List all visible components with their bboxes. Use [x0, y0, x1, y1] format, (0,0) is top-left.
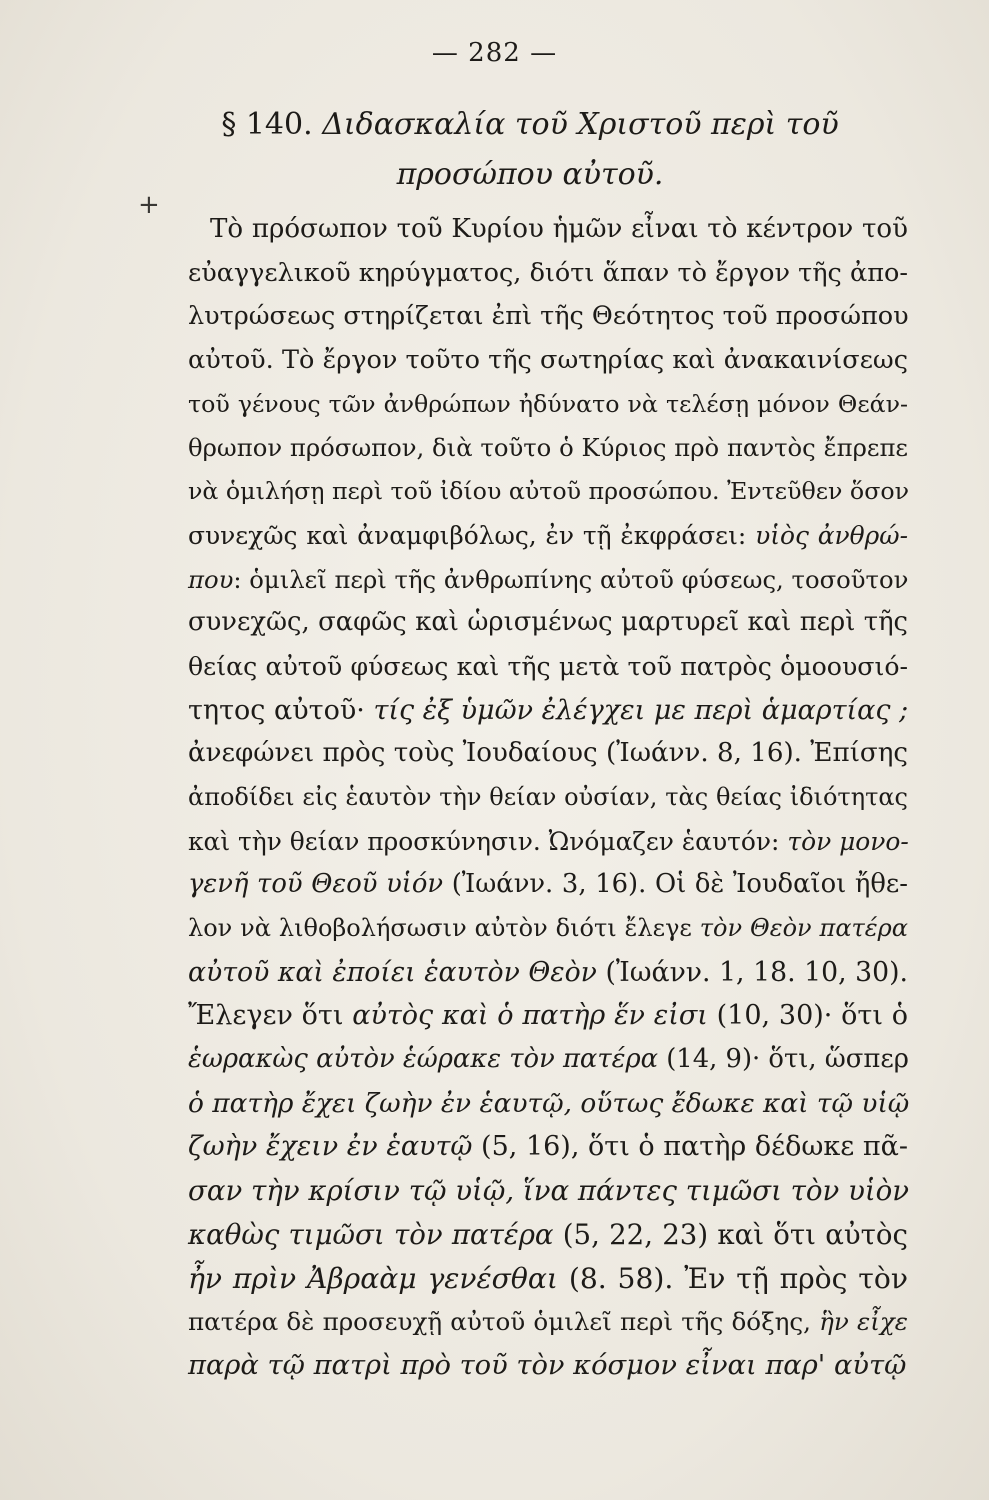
text-run: αὐτοῦ. Τὸ ἔργον τοῦτο τῆς σωτηρίας καὶ ἀνακαινίσεως: [188, 345, 908, 376]
text-line: [188, 994, 908, 1038]
text-run: (5, 22, 23) καὶ ὅτι αὐτὸς: [553, 1217, 908, 1251]
text-line: [188, 252, 908, 296]
text-run: Ἔλεγεν ὅτι: [188, 1000, 353, 1032]
text-line: [188, 383, 908, 427]
text-line: [188, 470, 908, 514]
italic-text-run: ἑωρακὼς αὐτὸν ἑώρακε τὸν πατέρα: [188, 1044, 659, 1075]
text-line: [188, 1125, 908, 1169]
text-line: [188, 732, 908, 776]
text-run: (14, 9)· ὅτι, ὥσπερ: [658, 1044, 909, 1075]
text-run: λυτρώσεως στηρίζεται ἐπὶ τῆς Θεότητος τοῦ προσώπου: [188, 301, 909, 332]
text-run: θείας αὐτοῦ φύσεως καὶ τῆς μετὰ τοῦ πατρὸς ὁμοουσιό-: [188, 651, 908, 681]
italic-text-run: αὐτοῦ καὶ ἐποίει ἑαυτὸν Θεὸν: [188, 956, 597, 988]
text-line: [188, 1257, 908, 1301]
text-run: συνεχῶς, σαφῶς καὶ ὡρισμένως μαρτυρεῖ καὶ περὶ τῆς: [188, 607, 908, 638]
italic-text-run: ἣν εἶχε: [819, 1307, 908, 1337]
text-run: θρωπον πρόσωπον, διὰ τοῦτο ὁ Κύριος πρὸ παντὸς ἔπρεπε: [188, 433, 908, 463]
italic-text-run: που: [188, 564, 234, 594]
text-run: ἀνεφώνει πρὸς τοὺς Ἰουδαίους (Ἰωάνν. 8, 16). Ἐπίσης: [188, 738, 908, 769]
section-title-part-2: προσώπου αὐτοῦ.: [396, 157, 664, 192]
text-run: (Ἰωάνν. 1, 18. 10, 30).: [596, 956, 908, 988]
italic-text-run: καθὼς τιμῶσι τὸν πατέρα: [188, 1217, 554, 1251]
text-line: [188, 601, 908, 645]
text-run: (5, 16), ὅτι ὁ πατὴρ δέδωκε πᾶ-: [472, 1131, 908, 1163]
margin-plus-mark: +: [138, 190, 160, 220]
text-line: [188, 907, 908, 951]
text-run: ἀποδίδει εἰς ἑαυτὸν τὴν θείαν οὐσίαν, τὰς θείας ἰδιότητας: [188, 782, 908, 811]
text-run: (8. 58). Ἐν τῇ πρὸς τὸν: [557, 1261, 908, 1295]
italic-text-run: τὸν μονο-: [787, 826, 909, 856]
text-line: [188, 1169, 908, 1213]
italic-text-run: ζωὴν ἔχειν ἐν ἑαυτῷ: [188, 1131, 473, 1163]
text-run: συνεχῶς καὶ ἀναμφιβόλως, ἐν τῇ ἐκφράσει:: [188, 520, 756, 550]
text-line: [188, 689, 908, 733]
section-heading-line-2: [160, 150, 900, 200]
text-line: [188, 776, 908, 820]
text-run: τητος αὐτοῦ·: [188, 694, 374, 726]
text-run: πατέρα δὲ προσευχῇ αὐτοῦ ὁμιλεῖ περὶ τῆς δόξης,: [188, 1307, 820, 1337]
text-run: : ὁμιλεῖ περὶ τῆς ἀνθρωπίνης αὐτοῦ φύσεως, τοσοῦτον: [233, 564, 909, 594]
text-line: [188, 558, 908, 602]
text-run: εὐαγγελικοῦ κηρύγματος, διότι ἅπαν τὸ ἔργον τῆς ἀπο-: [188, 257, 908, 288]
text-line: [188, 514, 908, 558]
text-line: [188, 1344, 908, 1388]
text-line: [188, 863, 908, 907]
text-line: [188, 208, 908, 252]
text-line: [188, 1038, 908, 1082]
italic-text-run: τίς ἐξ ὑμῶν ἐλέγχει με περὶ ἁμαρτίας ;: [373, 694, 909, 726]
body-paragraph: [188, 208, 908, 1388]
text-run: τοῦ γένους τῶν ἀνθρώπων ἠδύνατο νὰ τελέσῃ μόνον Θεάν-: [188, 389, 908, 418]
text-run: (Ἰωάνν. 3, 16). Οἱ δὲ Ἰουδαῖοι ἤθε-: [443, 869, 908, 900]
text-run: καὶ τὴν θείαν προσκύνησιν. Ὠνόμαζεν ἑαυτόν:: [188, 826, 788, 856]
italic-text-run: αὐτὸς καὶ ὁ πατὴρ ἕν εἰσι: [352, 1000, 708, 1032]
text-line: [188, 339, 908, 383]
italic-text-run: τὸν Θεὸν πατέρα: [699, 914, 908, 942]
text-line: [188, 426, 908, 470]
text-line: [188, 645, 908, 689]
section-number: § 140.: [221, 107, 313, 142]
italic-text-run: παρὰ τῷ πατρὶ πρὸ τοῦ τὸν κόσμον εἶναι παρ' αὐτῷ: [188, 1349, 907, 1381]
text-line: [188, 1082, 908, 1126]
text-run: (10, 30)· ὅτι ὁ: [707, 1000, 908, 1032]
text-run: νὰ ὁμιλήσῃ περὶ τοῦ ἰδίου αὐτοῦ προσώπου. Ἐντεῦθεν ὅσον: [188, 477, 910, 506]
text-line: [188, 1300, 908, 1344]
text-line: [188, 951, 908, 995]
italic-text-run: γενῆ τοῦ Θεοῦ υἱόν: [188, 869, 444, 900]
italic-text-run: ὁ πατὴρ ἔχει ζωὴν ἐν ἑαυτῷ, οὕτως ἔδωκε καὶ τῷ υἱῷ: [188, 1087, 910, 1119]
text-run: Τὸ πρόσωπον τοῦ Κυρίου ἡμῶν εἶναι τὸ κέντρον τοῦ: [210, 214, 908, 244]
italic-text-run: υἱὸς ἀνθρώ-: [755, 520, 908, 550]
text-line: [188, 820, 908, 864]
text-line: [188, 1213, 908, 1257]
page-number: — 282 —: [431, 38, 558, 68]
section-heading-line-1: [160, 100, 900, 150]
text-run: λον νὰ λιθοβολήσωσιν αὐτὸν διότι ἔλεγε: [188, 914, 700, 942]
section-title-part-1: Διδασκαλία τοῦ Χριστοῦ περὶ τοῦ: [322, 107, 839, 142]
text-line: [188, 295, 908, 339]
italic-text-run: σαν τὴν κρίσιν τῷ υἱῷ, ἵνα πάντες τιμῶσι τὸν υἱὸν: [188, 1174, 910, 1208]
italic-text-run: ἦν πρὶν Ἀβραὰμ γενέσθαι: [188, 1261, 558, 1295]
